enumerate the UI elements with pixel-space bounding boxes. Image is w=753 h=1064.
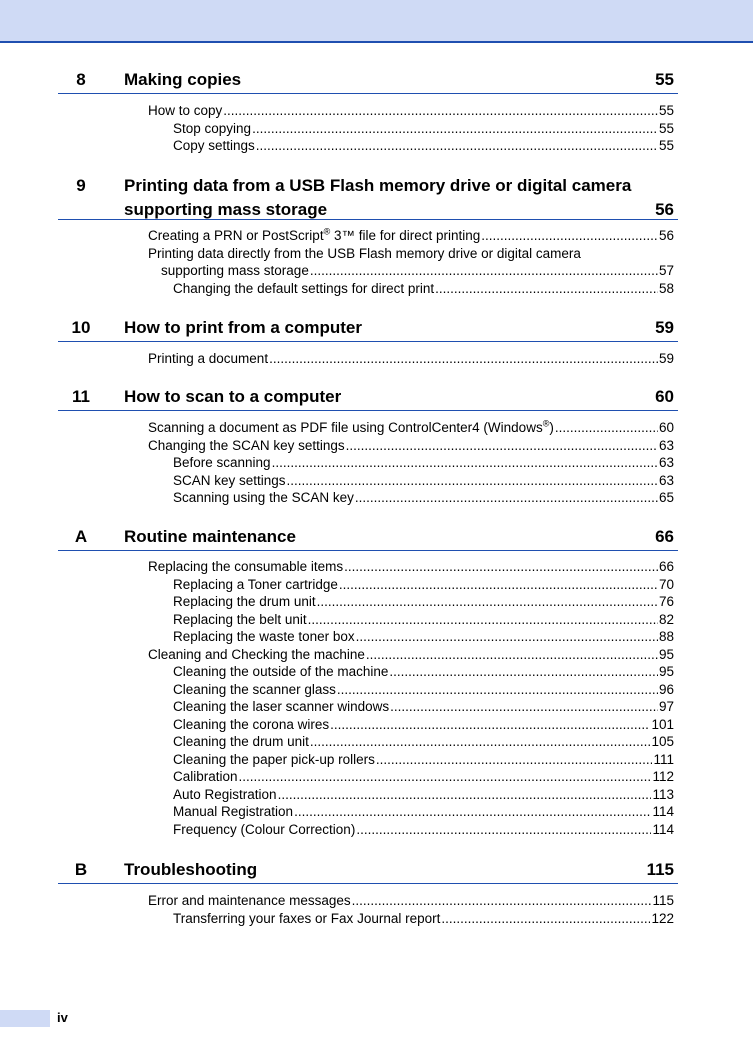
toc-entry[interactable]: SCAN key settings ..... 63 [148, 472, 674, 490]
toc-entry-continuation[interactable]: supporting mass storage ..... 57 [148, 262, 674, 280]
toc-entry[interactable]: Cleaning the corona wires ..... 101 [148, 716, 674, 734]
toc-entry[interactable]: Stop copying ..... 55 [148, 120, 674, 138]
toc-entry[interactable]: Replacing a Toner cartridge ..... 70 [148, 576, 674, 594]
toc-entry[interactable]: Creating a PRN or PostScript® 3™ file for direct printing ..... 56 [148, 227, 674, 245]
chapter-page: 66 [655, 527, 674, 546]
chapter-10-entries [148, 350, 674, 368]
toc-entry[interactable]: Replacing the belt unit ..... 82 [148, 611, 674, 629]
toc-entry[interactable]: Transferring your faxes or Fax Journal report ..... 122 [148, 910, 674, 928]
chapter-title: How to scan to a computer [124, 387, 342, 406]
toc-entry[interactable]: Replacing the consumable items ..... 66 [148, 558, 674, 576]
toc-entry[interactable]: How to copy ..... 55 [148, 102, 674, 120]
chapter-page: 59 [655, 318, 674, 337]
chapter-page: 56 [655, 200, 674, 219]
toc-entry[interactable]: Before scanning ..... 63 [148, 454, 674, 472]
chapter-b-heading [58, 858, 678, 884]
chapter-title: How to print from a computer [124, 318, 362, 337]
chapter-number: 10 [71, 318, 91, 337]
toc-entry[interactable]: Printing data directly from the USB Flash memory drive or digital camera [148, 245, 581, 261]
toc-entry[interactable]: Auto Registration ..... 113 [148, 786, 674, 804]
chapter-number: 8 [76, 70, 86, 89]
toc-entry[interactable]: Frequency (Colour Correction) ..... 114 [148, 821, 674, 839]
chapter-a-entries [148, 558, 674, 838]
toc-entry[interactable]: Manual Registration ..... 114 [148, 803, 674, 821]
chapter-8-heading [58, 68, 678, 94]
toc-entry[interactable]: Error and maintenance messages ..... 115 [148, 892, 674, 910]
toc-entry[interactable]: Printing a document ..... 59 [148, 350, 674, 368]
chapter-8-entries [148, 102, 674, 155]
toc-entry[interactable]: Cleaning the scanner glass ..... 96 [148, 681, 674, 699]
chapter-title: Making copies [124, 70, 242, 89]
chapter-page: 115 [646, 860, 674, 879]
toc-entry[interactable]: Cleaning the laser scanner windows ..... 97 [148, 698, 674, 716]
chapter-page: 60 [655, 387, 674, 406]
chapter-page: 55 [655, 70, 674, 89]
toc-entry[interactable]: Copy settings ..... 55 [148, 137, 674, 155]
toc-entry[interactable]: Changing the default settings for direct print ..... 58 [148, 280, 674, 298]
chapter-b-entries [148, 892, 674, 927]
chapter-number: A [74, 527, 88, 546]
chapter-number: 11 [72, 387, 90, 406]
toc-entry[interactable]: Cleaning the drum unit ..... 105 [148, 733, 674, 751]
chapter-10-heading [58, 316, 678, 342]
chapter-a-heading [58, 525, 678, 551]
toc-entry[interactable]: Replacing the drum unit ..... 76 [148, 593, 674, 611]
toc-entry[interactable]: Changing the SCAN key settings ..... 63 [148, 437, 674, 455]
chapter-11-heading [58, 385, 678, 411]
chapter-9-heading [58, 174, 678, 220]
chapter-title-line-1: Printing data from a USB Flash memory drive or digital camera [124, 176, 632, 195]
chapter-9-entries [148, 227, 674, 297]
chapter-11-entries [148, 419, 674, 507]
toc-entry[interactable]: Calibration ..... 112 [148, 768, 674, 786]
toc-entry[interactable]: Scanning a document as PDF file using ControlCenter4 (Windows®) ..... 60 [148, 419, 674, 437]
toc-entry[interactable]: Scanning using the SCAN key ..... 65 [148, 489, 674, 507]
chapter-title: Troubleshooting [124, 860, 258, 879]
chapter-number: 9 [76, 176, 86, 195]
chapter-title: Routine maintenance [124, 527, 296, 546]
toc-entry[interactable]: Cleaning the outside of the machine ..... 95 [148, 663, 674, 681]
header-band [0, 0, 753, 43]
chapter-title-line-2: supporting mass storage [124, 200, 328, 219]
chapter-number: B [74, 860, 88, 879]
toc-entry[interactable]: Cleaning the paper pick-up rollers ..... 111 [148, 751, 674, 769]
toc-entry[interactable]: Replacing the waste toner box ..... 88 [148, 628, 674, 646]
page-number: iv [57, 1010, 68, 1025]
toc-entry[interactable]: Cleaning and Checking the machine ..... 95 [148, 646, 674, 664]
footer-tab [0, 1010, 50, 1027]
